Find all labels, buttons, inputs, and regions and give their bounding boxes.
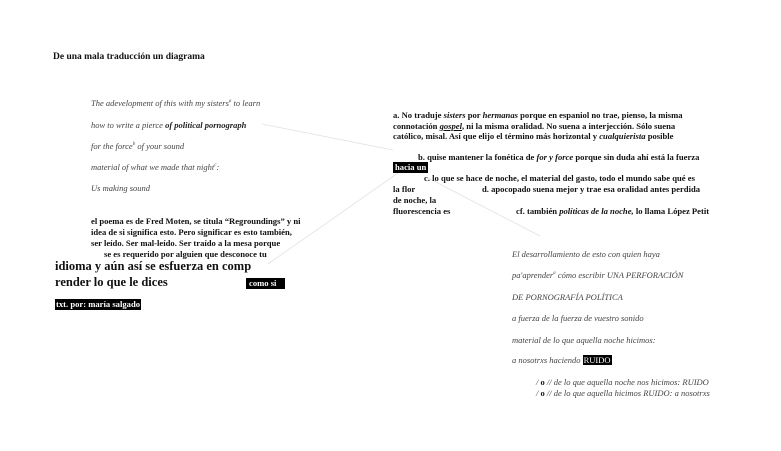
highlight-hacia-un: hacia un [395,162,427,172]
poem-text: to learn [231,98,261,108]
poem-line-2 [91,120,246,130]
translation-line-2: pa'aprender$^a$ cómo escribir UNA PERFORACIÓN [512,270,684,280]
poem-line-4 [91,162,219,172]
poem-bold-text: of political pornograph [165,120,247,130]
translation-line-7: / o // de lo que aquella noche nos hicimos: RUIDO [536,377,709,387]
note-b: b. quise mantener la fonética de for y force porque sin duda ahí está la fuerza [418,152,700,162]
big-line-1: idioma y aún así se esfuerza en comp [55,259,252,273]
note-c-flor: la flor [393,184,416,194]
note-c-fluorescencia: fluorescencia es [393,206,451,216]
poem-text: : [216,162,220,172]
footnote-mark: b [132,142,136,148]
moten-paragraph [91,216,301,260]
note-a: a. No traduje sisters por hermanas porque en espaniol no trae, pienso, la misma connotación gospel, ni la misma oralidad. No suena a interjección. Sólo suena católico, misal. Así que elijo el término más horizontal y cualquierista posible [393,110,683,142]
note-c: c. lo que se hace de noche, el material del gasto, todo el mundo sabe qué es [424,173,695,183]
highlight-ruido: RUIDO [583,355,611,365]
poem-line-1 [91,98,260,108]
poem-text: how to write a pierce [91,120,166,130]
translation-line-6: a nosotrxs haciendo RUIDO [512,355,611,365]
credit-label: txt. por: maría salgado [56,299,141,309]
translation-line-5: material de lo que aquella noche hicimos: [512,335,656,345]
translation-line-8: / o // de lo que aquella hicimos RUIDO: a nosotrxs [536,388,710,398]
connector-line-1 [262,124,393,150]
moten-line: el poema es de Fred Moten, se titula “Regroundings” y ni [91,216,301,226]
highlight-como-si: como si [246,278,285,289]
moten-line: se es requerido por alguien que desconoce tu [104,249,267,259]
poem-text: for the force [91,141,133,151]
moten-line: idea de si significa esto. Pero significar es esto también, [91,227,292,237]
page-title: De una mala traducción un diagrama [53,52,205,62]
note-c-noche: de noche, la [393,195,437,205]
note-cf: cf. también políticas de la noche, lo llama López Petit [516,206,710,216]
poem-text: of your sound [135,141,185,151]
poem-text: material of what we made that night [91,162,215,172]
footnote-mark: a [228,99,232,105]
big-line-2: render lo que le dices [55,275,168,289]
poem-line-3 [91,141,184,151]
poem-line-5: Us making sound [91,183,151,193]
poem-text: The adevelopment of this with my sisters [91,98,229,108]
translation-line-1: El desarrollamiento de esto con quien haya [512,249,660,259]
footnote-mark: c [214,163,217,169]
moten-line: ser leído. Ser mal-leído. Ser traído a la mesa porque [91,238,281,248]
note-d: d. apocopado suena mejor y trae esa oralidad antes perdida [482,184,701,194]
translation-line-3: DE PORNOGRAFÍA POLÍTICA [512,292,623,302]
translation-line-4: a fuerza de la fuerza de vuestro sonido [512,313,644,323]
